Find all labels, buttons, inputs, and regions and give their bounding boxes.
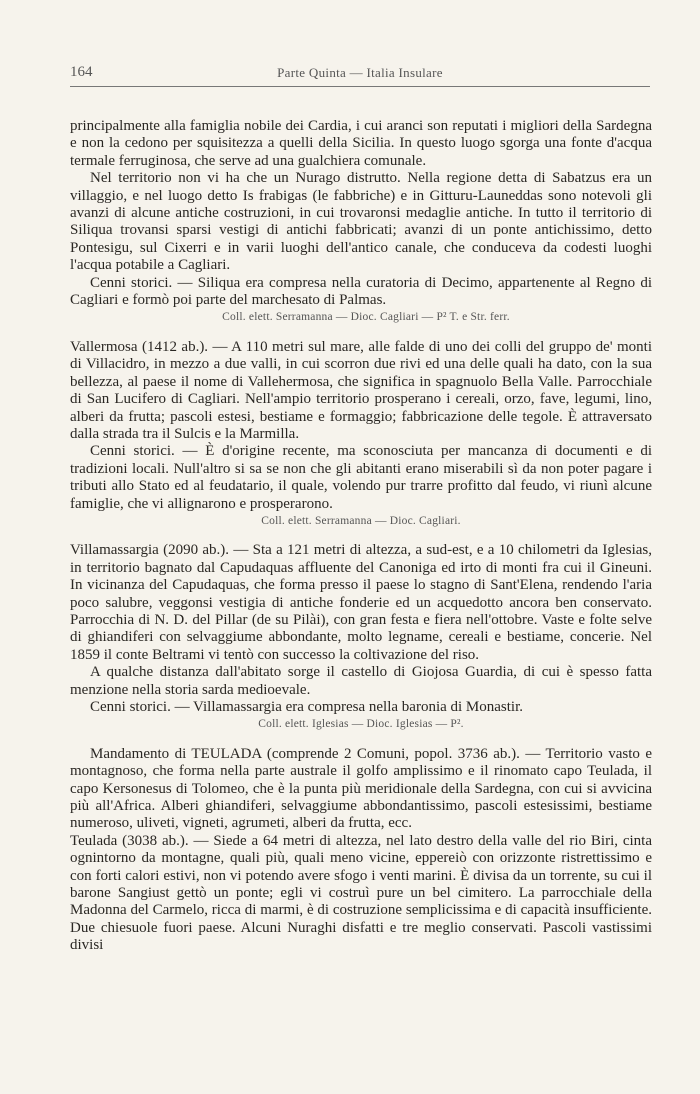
siliqua-history: Cenni storici. — Siliqua era compresa nella curatoria di Decimo, appartenente al Regno di Cagliari e formò poi parte del marchesato di Palmas. [70, 274, 652, 309]
divider [70, 530, 652, 542]
villamassargia-footer: Coll. elett. Iglesias — Dioc. Iglesias — P². [258, 718, 464, 731]
running-title: Parte Quinta — Italia Insulare [277, 65, 443, 80]
page-body [70, 118, 652, 955]
teulada-paragraph: Teulada (3038 ab.). — Siede a 64 metri di altezza, nel lato destro della valle del rio Biri, cinta ognintorno da montagne, quali più, quali meno vicine, eppereiò con orizzonte ristrettissimo e con forti calori estivi, non vi potendo avere sfogo i venti marini. È divisa da un torrente, su cui il barone Sangiust gettò un ponte; egli vi costruì pure un bel cimitero. La parrocchiale della Madonna del Carmelo, ricca di marmi, è di costruzione semplicissima e di capacità insufficiente. Due chiesuole fuori paese. Alcuni Nuraghi disfatti e tre meglio conservati. Pascoli vastissimi divisi [70, 832, 652, 954]
siliqua-paragraph-2: Nel territorio non vi ha che un Nurago distrutto. Nella regione detta di Sabatzus era un villaggio, e nel luogo detto Is frabigas (le fabbriche) e in Gitturu-Launeddas sono notevoli gli avanzi di alcune antiche costruzioni, in cui trovaronsi medaglie antiche. In tutto il territorio di Siliqua trovansi sparsi vestigi di antichi fabbricati; avanzi di un ponte antichissimo, detto Pontesigu, sul Cixerri e in varii luoghi dell'antico canale, che conduceva da codesti luoghi l'acqua potabile a Cagliari. [70, 170, 652, 274]
page-number: 164 [70, 64, 93, 80]
vallermosa-paragraph-1: Vallermosa (1412 ab.). — A 110 metri sul mare, alle falde di uno dei colli del gruppo de' monti di Villacidro, in mezzo a due valli, in cui scorron due rivi ed una delle quali ha dato, con la sua bellezza, al paese il nome di Vallehermosa, che significa in spagnuolo Bella Valle. Parrocchiale di San Lucifero di Cagliari. Nell'ampio territorio prosperano i cereali, orzo, fave, legumi, lino, alberi da frutta; pascoli estesi, bestiame e formaggio; fabbricazione delle tegole. È attraversato dalla strada tra il Sulcis e la Marmilla. [70, 338, 652, 442]
divider [70, 327, 652, 339]
siliqua-paragraph-1: principalmente alla famiglia nobile dei Cardia, i cui aranci son reputati i migliori della Sardegna e non la cedono per squisitezza a quelli della Sicilia. In questo luogo sgorga una fonte d'acqua termale ferruginosa, che serve ad una gualchiera comunale. [70, 118, 652, 169]
villamassargia-paragraph-2: A qualche distanza dall'abitato sorge il castello di Giojosa Guardia, di cui è spesso fatta menzione nella storia sarda medioevale. [70, 664, 652, 698]
vallermosa-history: Cenni storici. — È d'origine recente, ma sconosciuta per mancanza di documenti e di tradizioni locali. Null'altro si sa se non che gli abitanti erano miserabili sì da non poter pagare i tributi allo Stato ed al feudatario, il quale, volendo pur trarre profitto dal feudo, vi riunì alcune famiglie, che vi allignarono e prosperarono. [70, 443, 652, 512]
villamassargia-paragraph-1: Villamassargia (2090 ab.). — Sta a 121 metri di altezza, a sud-est, e a 10 chilometri da Iglesias, in territorio bagnato dal Capudaquas affluente del Canoniga ed irto di monti fra cui il Gineuni. In vicinanza del Capudaquas, che forma presso il paese lo stagno di Sant'Elena, rendendo l'aria poco salubre, veggonsi vestigia di antiche fonderie ed un acquedotto ancora ben conservato. Parrocchia di N. D. del Pillar (de su Pilài), con gran festa e fiera nell'ottobre. Vaste e folte selve di ghiandiferi con selvaggiume abbondante, molto legname, cereali e bestiame, concerie. Nel 1859 il conte Beltrami vi tentò con successo la coltivazione del riso. [70, 542, 652, 663]
vallermosa-footer: Coll. elett. Serramanna — Dioc. Cagliari. [261, 514, 461, 527]
divider [70, 734, 652, 746]
siliqua-footer: Coll. elett. Serramanna — Dioc. Cagliari — P² T. e Str. ferr. [222, 311, 510, 324]
header-rule [70, 86, 650, 87]
teulada-district-paragraph: Mandamento di TEULADA (comprende 2 Comuni, popol. 3736 ab.). — Territorio vasto e montagnoso, che forma nella parte australe il golfo amplissimo e il rinomato capo Teulada, il capo Kersonesus di Tolomeo, che è la punta più meridionale della Sardegna, con cui si avvicina più all'Africa. Alberi ghiandiferi, selvaggiume abbondantissimo, pascoli estesissimi, bestiame numeroso, uliveti, vigneti, agrumeti, alberi da frutta, ecc. [70, 745, 652, 832]
running-header [70, 64, 650, 86]
villamassargia-history: Cenni storici. — Villamassargia era compresa nella baronia di Monastir. [90, 699, 524, 715]
